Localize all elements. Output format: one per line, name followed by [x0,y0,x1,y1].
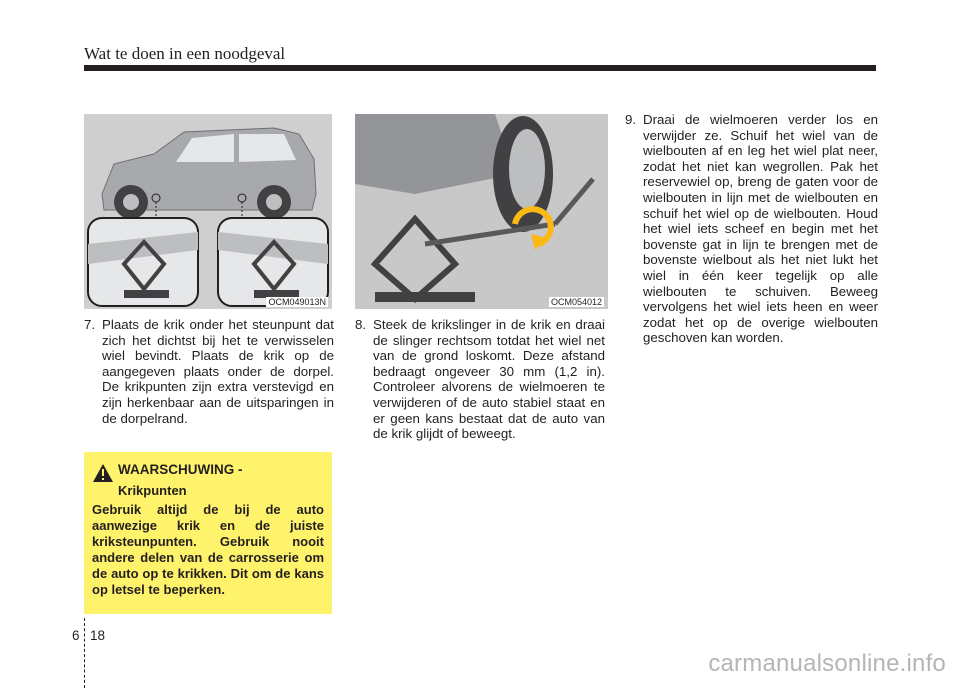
step-number: 7. [84,317,96,332]
step-text: Draai de wielmoeren verder los en verwijder ze. Schuif het wiel van de wielbouten af en leg het wiel plat neer, zodat het niet kan wegrollen. Pak het reservewiel op, breng de gaten voor de wielbouten in lijn met de wielbouten en schuif het wiel op de wielbouten. Houd het wiel iets scheef en begin met het bovenste gat in lijn te brengen met de bovenste wielbout als het niet lukt het wiel in één keer tegelijk op alle wielbouten te schuiven. Beweeg vervolgens het wiel iets heen en weer zodat het op de overige wielbouten geschoven kan worden. [643,112,878,346]
step-number: 8. [355,317,367,332]
chapter-number: 6 [72,628,80,643]
warning-triangle-icon [92,463,114,483]
step-number: 9. [625,112,637,127]
figure-label: OCM049013N [268,297,326,307]
warning-subtitle: Krikpunten [118,483,187,498]
car-jack-illustration [84,114,332,309]
header-rule [84,65,876,71]
watermark: carmanualsonline.info [708,650,946,677]
step-8 [355,317,605,442]
figure-car-jack-points [84,114,332,309]
page-number-value: 18 [90,628,106,643]
step-7 [84,317,334,426]
page-header-title: Wat te doen in een noodgeval [84,44,286,63]
figure-jack-handle [355,114,608,309]
figure-label: OCM054012 [550,297,602,307]
step-text: Plaats de krik onder het steunpunt dat zich het dichtst bij het te verwisselen wiel bevindt. Plaats de krik op de aangegeven plaats onder de dorpel. De krikpunten zijn extra verstevigd en zijn herkenbaar aan de uitsparingen in de dorpelrand. [102,317,334,426]
jack-handle-illustration [355,114,608,309]
step-text: Steek de krikslinger in de krik en draai de slinger rechtsom totdat het wiel net van de grond loskomt. Deze afstand bedraagt ongeveer 30 mm (1,2 in). Controleer alvorens de wielmoeren te verwijderen of de auto stabiel staat en er geen kans bestaat dat de auto van de krik glijdt of beweegt. [373,317,605,442]
step-9 [625,112,878,346]
warning-box [84,452,332,614]
footer-divider [84,618,86,688]
warning-title: WAARSCHUWING - [118,462,243,477]
warning-body: Gebruik altijd de bij de auto aanwezige krik en de juiste kriksteunpunten. Gebruik nooit andere delen van de carrosserie om de auto op te krikken. Dit om de kans op letsel te beperken. [92,502,324,597]
